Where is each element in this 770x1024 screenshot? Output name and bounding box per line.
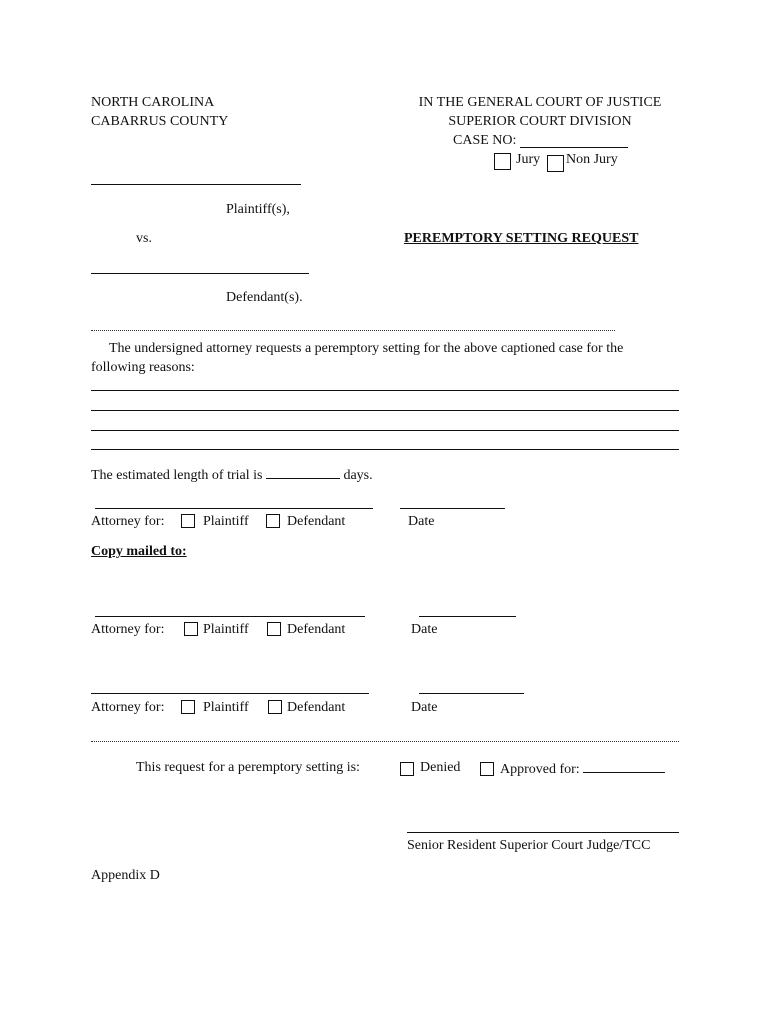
approved-date-field[interactable] <box>583 760 665 773</box>
plaintiff-option-label-3: Plaintiff <box>203 700 249 715</box>
date-label-2: Date <box>411 622 438 637</box>
reason-line-2[interactable] <box>91 410 679 411</box>
date-line-2[interactable] <box>419 616 516 617</box>
defendant-name-field[interactable] <box>91 273 309 274</box>
reason-line-3[interactable] <box>91 430 679 431</box>
defendant-checkbox-1[interactable] <box>266 514 280 528</box>
request-text-line1: The undersigned attorney requests a peremptory setting for the above captioned case for the <box>109 341 624 356</box>
trial-length-prefix: The estimated length of trial is <box>91 468 263 483</box>
vs-label: vs. <box>136 231 152 246</box>
request-text-line2: following reasons: <box>91 360 195 375</box>
defendant-option-label-2: Defendant <box>287 622 346 637</box>
attorney-signature-line-2[interactable] <box>95 616 365 617</box>
defendant-option-label-3: Defendant <box>287 700 346 715</box>
attorney-signature-line-3[interactable] <box>91 693 369 694</box>
defendant-checkbox-3[interactable] <box>268 700 282 714</box>
date-line-3[interactable] <box>419 693 524 694</box>
document-title: PEREMPTORY SETTING REQUEST <box>404 231 639 246</box>
attorney-for-label-2: Attorney for: <box>91 622 165 637</box>
non-jury-checkbox[interactable] <box>547 155 564 172</box>
trial-length-row <box>91 466 373 484</box>
court-label: IN THE GENERAL COURT OF JUSTICE <box>418 95 662 110</box>
denied-label: Denied <box>420 760 461 775</box>
plaintiff-checkbox-1[interactable] <box>181 514 195 528</box>
jury-label: Jury <box>516 152 541 167</box>
approved-checkbox[interactable] <box>480 762 494 776</box>
reason-line-1[interactable] <box>91 390 679 391</box>
judge-signature-line[interactable] <box>407 832 679 833</box>
plaintiff-label: Plaintiff(s), <box>226 202 290 217</box>
state-label: NORTH CAROLINA <box>91 95 215 110</box>
date-line-1[interactable] <box>400 508 505 509</box>
trial-length-suffix: days. <box>343 468 373 483</box>
reason-line-4[interactable] <box>91 449 679 450</box>
approved-label: Approved for: <box>500 762 580 777</box>
decision-prefix: This request for a peremptory setting is: <box>136 760 360 775</box>
judge-label: Senior Resident Superior Court Judge/TCC <box>407 838 651 853</box>
case-no-field[interactable] <box>520 147 628 148</box>
date-label-3: Date <box>411 700 438 715</box>
non-jury-label: Non Jury <box>566 152 618 167</box>
denied-checkbox[interactable] <box>400 762 414 776</box>
copy-mailed-label: Copy mailed to: <box>91 544 187 559</box>
date-label-1: Date <box>408 514 435 529</box>
plaintiff-checkbox-3[interactable] <box>181 700 195 714</box>
divider-dots <box>91 330 615 331</box>
attorney-signature-line-1[interactable] <box>95 508 373 509</box>
defendant-label: Defendant(s). <box>226 290 303 305</box>
attorney-for-label-3: Attorney for: <box>91 700 165 715</box>
plaintiff-name-field[interactable] <box>91 184 301 185</box>
appendix-label: Appendix D <box>91 868 160 883</box>
plaintiff-option-label-1: Plaintiff <box>203 514 249 529</box>
plaintiff-option-label-2: Plaintiff <box>203 622 249 637</box>
plaintiff-checkbox-2[interactable] <box>184 622 198 636</box>
division-label: SUPERIOR COURT DIVISION <box>448 114 632 129</box>
trial-length-field[interactable] <box>266 466 340 479</box>
divider-dots-2 <box>91 741 679 742</box>
county-label: CABARRUS COUNTY <box>91 114 229 129</box>
defendant-option-label-1: Defendant <box>287 514 346 529</box>
jury-checkbox[interactable] <box>494 153 511 170</box>
case-no-label: CASE NO: <box>453 133 517 148</box>
attorney-for-label-1: Attorney for: <box>91 514 165 529</box>
defendant-checkbox-2[interactable] <box>267 622 281 636</box>
approved-row <box>500 760 665 778</box>
